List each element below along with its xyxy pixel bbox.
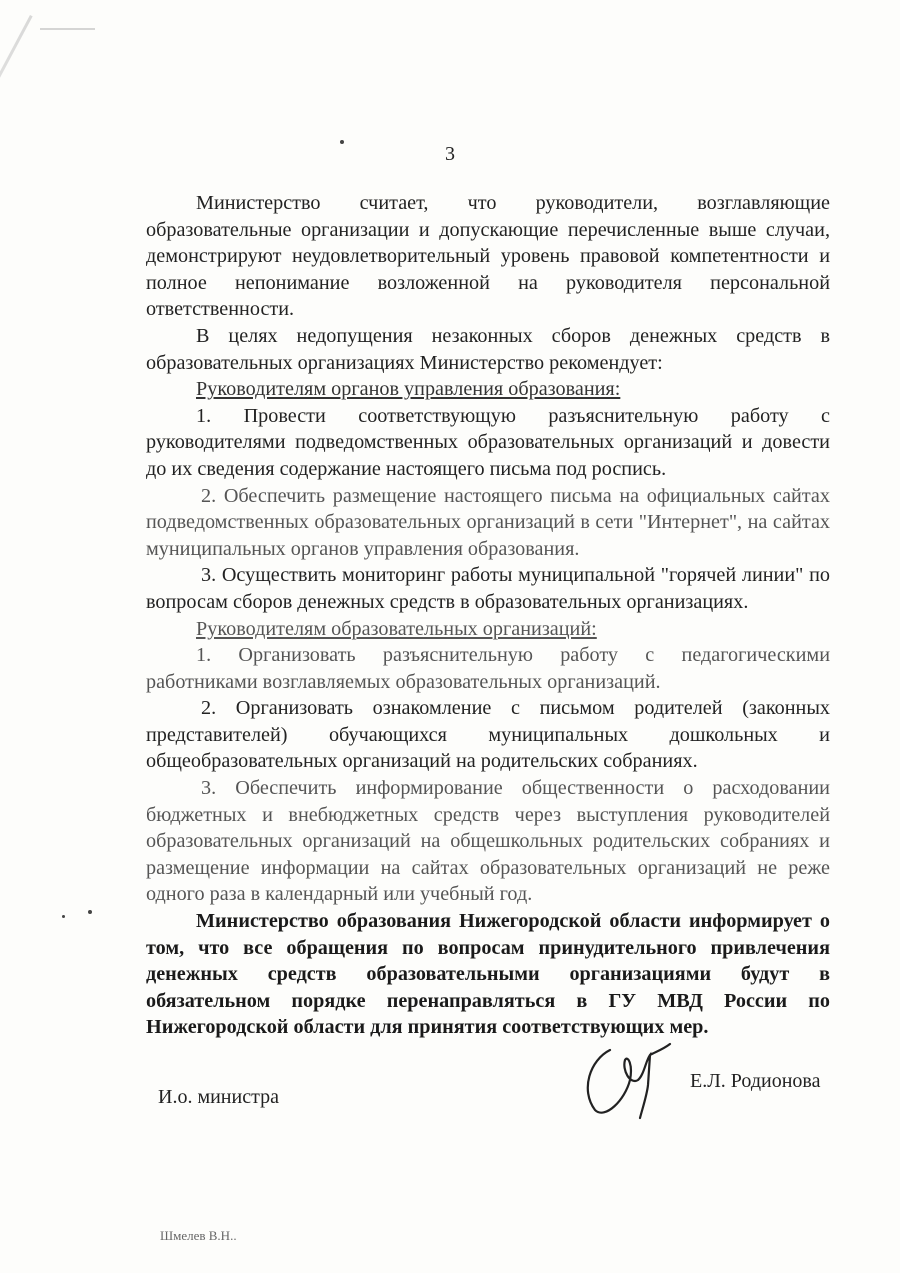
section1-item-2: 2. Обеспечить размещение настоящего письма на официальных сайтах подведомственных образовательных организаций в сети "Интернет", на сайтах муниципальных органов управления образования. bbox=[146, 484, 830, 560]
section2-item-2: 2. Организовать ознакомление с письмом родителей (законных представителей) обучающихся муниципальных дошкольных и общеобразовательных организаций на родительских собраниях. bbox=[146, 697, 830, 773]
handwritten-signature-icon bbox=[570, 1030, 680, 1120]
scan-speck bbox=[340, 140, 344, 144]
scan-speck bbox=[88, 910, 92, 914]
section-heading-education-authorities: Руководителям органов управления образования: bbox=[196, 378, 621, 401]
paragraph-closing-notice: Министерство образования Нижегородской области информирует о том, что все обращения по вопросам принудительного привлечения денежных средств образовательными организациями будут в обязательном порядке перенаправляться в ГУ МВД России по Нижегородской области для принятия соответствующих мер. bbox=[146, 910, 830, 1039]
paragraph-ministry-opinion: Министерство считает, что руководители, возглавляющие образовательные организации и допускающие перечисленные выше случаи, демонстрируют неудовлетворительный уровень правовой компетентности и полное непонимание возложенной на руководителя персональной ответственности. bbox=[146, 192, 830, 321]
scan-artifact-line bbox=[0, 15, 33, 219]
section-heading-school-heads: Руководителям образовательных организаций: bbox=[196, 617, 597, 640]
section2-item-1: 1. Организовать разъяснительную работу с педагогическими работниками возглавляемых образовательных организаций. bbox=[146, 644, 830, 693]
signer-position: И.о. министра bbox=[158, 1086, 279, 1108]
section1-item-3: 3. Осуществить мониторинг работы муниципальной "горячей линии" по вопросам сборов денежных средств в образовательных организациях. bbox=[146, 564, 830, 613]
executor-name: Шмелев В.Н.. bbox=[160, 1228, 237, 1243]
signer-name: Е.Л. Родионова bbox=[690, 1070, 821, 1092]
signature-block bbox=[0, 1030, 900, 1130]
letter-body bbox=[146, 190, 830, 1041]
section1-item-1: 1. Провести соответствующую разъяснительную работу с руководителями подведомственных образовательных организаций и довести до их сведения содержание настоящего письма под роспись. bbox=[146, 404, 830, 480]
scan-artifact-dash bbox=[40, 28, 95, 30]
paragraph-recommendation-intro: В целях недопущения незаконных сборов денежных средств в образовательных организациях Министерство рекомендует: bbox=[146, 324, 830, 374]
section2-item-3: 3. Обеспечить информирование общественности о расходовании бюджетных и внебюджетных средств через выступления руководителей образовательных организаций на общешкольных родительских собраниях и размещение информации на сайтах образовательных организаций не реже одного раза в календарный или учебный год. bbox=[146, 777, 830, 906]
scan-speck bbox=[62, 915, 65, 918]
page-number: 3 bbox=[445, 143, 455, 165]
